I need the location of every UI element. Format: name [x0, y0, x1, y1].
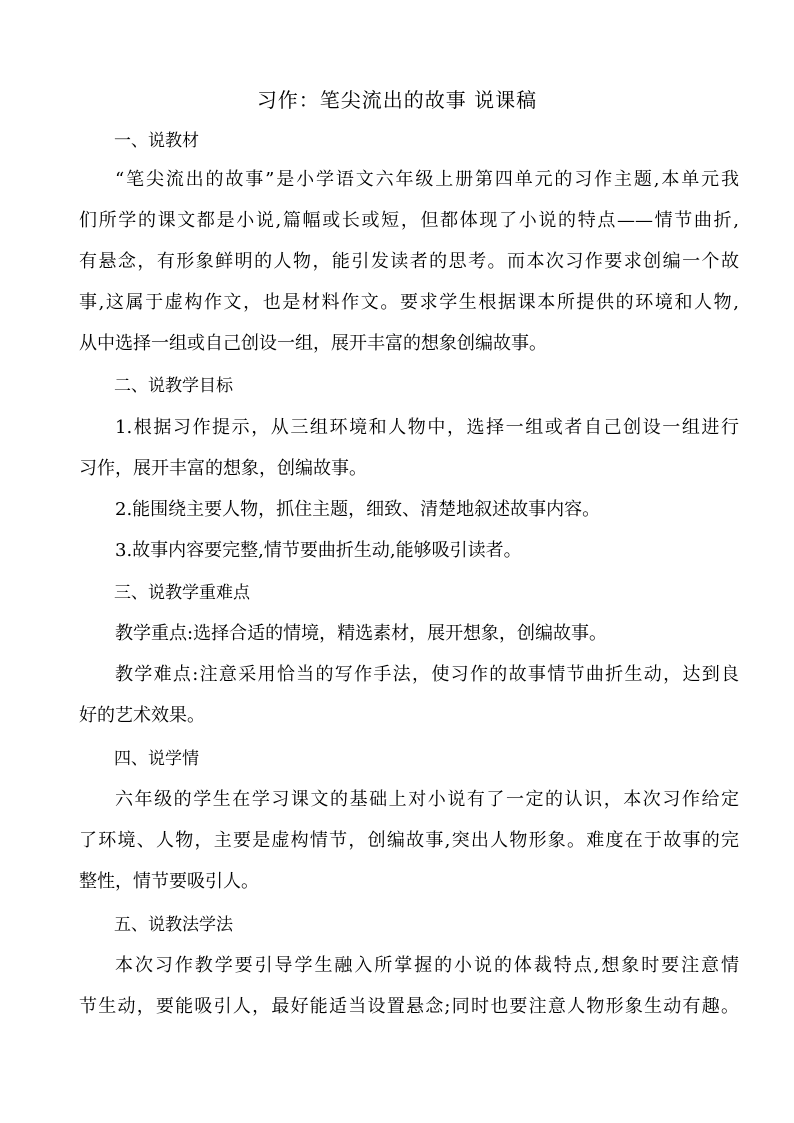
section-heading-key-points: 三、说教学重难点	[114, 583, 250, 603]
paragraph-line: 习作，展开丰富的想象，创编故事。	[79, 458, 367, 479]
paragraph-line: 1.根据习作提示，从三组环境和人物中，选择一组或者自己创设一组进行	[115, 417, 739, 438]
paragraph-line: 从中选择一组或自己创设一组，展开丰富的想象创编故事。	[79, 333, 547, 354]
section-heading-textbook: 一、说教材	[114, 131, 199, 151]
paragraph-line: “笔尖流出的故事”是小学语文六年级上册第四单元的习作主题,本单元我	[115, 169, 739, 190]
paragraph-line: 本次习作教学要引导学生融入所掌握的小说的体裁特点,想象时要注意情	[115, 955, 739, 976]
paragraph-line: 事,这属于虚构作文，也是材料作文。要求学生根据课本所提供的环境和人物,	[79, 292, 739, 313]
paragraph-line: 们所学的课文都是小说,篇幅或长或短，但都体现了小说的特点——情节曲折,	[79, 210, 739, 231]
paragraph-line: 六年级的学生在学习课文的基础上对小说有了一定的认识，本次习作给定	[115, 789, 739, 810]
section-heading-objectives: 二、说教学目标	[114, 376, 233, 396]
paragraph-line: 教学难点:注意采用恰当的写作手法，使习作的故事情节曲折生动，达到良	[115, 664, 739, 685]
section-heading-student-situation: 四、说学情	[114, 749, 199, 769]
paragraph-line: 3.故事内容要完整,情节要曲折生动,能够吸引读者。	[115, 540, 522, 561]
paragraph-line: 节生动，要能吸引人，最好能适当设置悬念;同时也要注意人物形象生动有趣。	[79, 996, 739, 1017]
paragraph-line: 好的艺术效果。	[79, 705, 205, 726]
paragraph-line: 2.能围绕主要人物，抓住主题，细致、清楚地叙述故事内容。	[115, 499, 601, 520]
section-heading-methods: 五、说教法学法	[114, 915, 233, 935]
paragraph-line: 了环境、人物，主要是虚构情节，创编故事,突出人物形象。难度在于故事的完	[79, 830, 739, 851]
paragraph-line: 有悬念，有形象鲜明的人物，能引发读者的思考。而本次习作要求创编一个故	[79, 251, 739, 272]
paragraph-line: 整性，情节要吸引人。	[79, 871, 259, 892]
document-title: 习作：笔尖流出的故事 说课稿	[256, 88, 538, 112]
paragraph-line: 教学重点:选择合适的情境，精选素材，展开想象，创编故事。	[115, 623, 608, 644]
